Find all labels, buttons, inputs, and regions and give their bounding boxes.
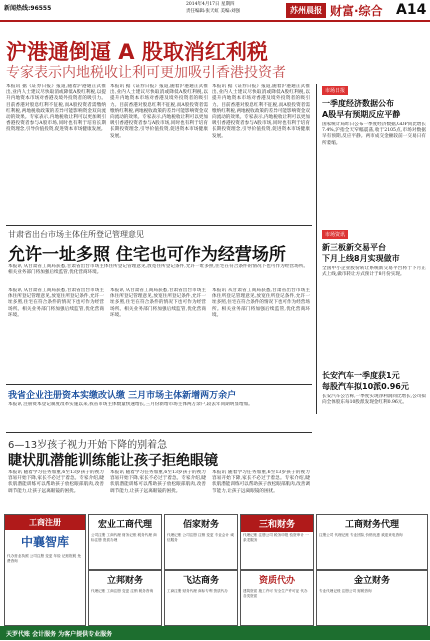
ad-title: 工商财务代理 [344, 520, 399, 530]
lead-subhead: 专家表示内地税收让利可更加吸引香港投资者 [6, 65, 286, 81]
ad-title: 佰家财务 [182, 520, 219, 530]
ad-block [316, 570, 428, 626]
story2-lede: 本报讯 从甘肃省工商局获悉,甘肃省出台市场主体住所登记管理意见,放宽住所登记条件,允许一址多照,住宅在符合条件的情况下也可作为经营场所。相关业务部门将加强后续监管,优化营商环境。 [8, 264, 308, 276]
lead-headline: 沪港通倒逼 A 股取消红利税 [6, 40, 268, 64]
sidebar-body3: 长安汽车公告称,一季度实现净利润同比增长,公司拟向全体股东每10股派发现金红利0.96元。 [322, 394, 426, 406]
sidebar-head1b: A股早有预期反应平静 [322, 110, 401, 119]
ad-title: 工商注册 [5, 515, 85, 530]
bottom-banner-text: 天罗代账 会计服务 为客户提供专业服务 [6, 631, 113, 638]
ad-text: 代办营业执照 公司注册 变更 年检 记账报税 免费咨询 [7, 554, 81, 563]
sidebar-tag-news: 市场资讯 [322, 230, 348, 239]
story3-body: 本报讯 注册资本登记制度改革实施以来,我省市场主体数量快速增长,三月份新增市场主体两万余户,较去年同期明显增加。 [8, 402, 253, 407]
story4-col3: 本报讯 随着学习任务加重,6至13岁孩子的视力容易开始下降,家长不必过于着急。专家介绍,睫状肌潜能训练可以帮助孩子放松眼部肌肉,改善调节能力,让孩子远离眼镜的困扰。 [212, 470, 310, 494]
ad-block [316, 514, 428, 570]
ad-block [88, 570, 162, 626]
story4-kicker: 6—13岁孩子视力开始下降的别着急 [8, 440, 168, 451]
ad-title: 立邦财务 [106, 576, 143, 586]
story2-headline: 允许一址多照 住宅也可作为经营场所 [8, 245, 286, 265]
ad-subtitle: 中襄智库 [20, 535, 69, 549]
story2-kicker: 甘肃省出台市场主体住所登记管理意见 [8, 230, 144, 239]
story2-col3: 本报讯 从甘肃省工商局获悉,甘肃省出台市场主体住所登记管理意见,放宽住所登记条件,允许一址多照,住宅在符合条件的情况下也可作为经营场所。相关业务部门将加强后续监管,优化营商环境。 [212, 288, 310, 318]
issue-date: 2014年4月17日 星期四 [186, 2, 235, 7]
ad-text: 建筑资质 施工许可 安全生产许可证 代办各类资质 [243, 589, 308, 598]
sidebar-head1: 一季度经济数据公布 [322, 99, 394, 108]
divider [6, 225, 312, 226]
ad-text: 注册公司 代理记账 专业团队 价格优惠 欢迎来电咨询 [319, 533, 403, 537]
divider [6, 384, 312, 385]
bottom-banner [0, 626, 430, 640]
editor-credit: 责任编辑:张天虹 美编:刘强 [186, 9, 240, 14]
ad-title: 飞达商务 [182, 576, 219, 586]
sidebar-head3b: 每股汽车拟10派0.96元 [322, 382, 409, 391]
ad-block [88, 514, 162, 570]
sidebar-tag-market: 市场日报 [322, 86, 348, 95]
sidebar-divider [316, 84, 317, 414]
lead-body-col3: 本报讯 据《证券日报》报道,随着沪港通正式推出,业内人士建议尽快取消或降低A股红利税,以提升内地资本市场对香港及境外投资者的吸引力。目前香港对股息红利不征税,而A股投资者需缴纳红利税,两地税收政策的差异可能影响资金双向流动的效果。专家表示,内地税收让利可以更加吸引香港投资者参与A股市场,同时也有利于培育长期投资理念,引导价值投资,促进资本市场健康发展。 [212, 84, 310, 139]
ad-title: 三和财务 [241, 515, 313, 532]
page-number: A14 [396, 2, 427, 18]
ad-block [240, 514, 314, 570]
ad-title: 金立财务 [353, 576, 390, 586]
ad-text: 工商注册 财务代理 商标专利 资质代办 [167, 589, 228, 593]
ad-text: 代理记账 注册公司 税务申报 验资审计 一条龙服务 [243, 533, 309, 542]
ad-block [164, 570, 238, 626]
sidebar-head3: 长安汽车一季度获1元 [322, 371, 400, 380]
news-hotline: 新闻热线:96555 [4, 5, 52, 12]
story4-headline: 睫状肌潜能训练能让孩子拒绝眼镜 [8, 453, 218, 469]
section-title: 财富·综合 [330, 4, 383, 18]
newspaper-logo: 苏州晨报 [286, 3, 326, 18]
story2-col1: 本报讯 从甘肃省工商局获悉,甘肃省出台市场主体住所登记管理意见,放宽住所登记条件,允许一址多照,住宅在符合条件的情况下也可作为经营场所。相关业务部门将加强后续监管,优化营商环境。 [8, 288, 104, 318]
sidebar-body1: 国家统计局昨日公布一季度经济数据,GDP同比增长7.4%,沪指全天窄幅震荡,收于2105点,市场对数据早有预期,反应平静。两市成交金额较前一交易日有所萎缩。 [322, 122, 426, 146]
sidebar-body2: 全国中小企业股份转让系统新交易平台将于下月正式上线,做市转让方式预计于8月份实现。 [322, 266, 426, 278]
ad-block [240, 570, 314, 626]
story2-col2: 本报讯 从甘肃省工商局获悉,甘肃省出台市场主体住所登记管理意见,放宽住所登记条件,允许一址多照,住宅在符合条件的情况下也可作为经营场所。相关业务部门将加强后续监管,优化营商环境。 [110, 288, 206, 318]
ad-text: 专业代理记账 注册公司 财税咨询 [319, 589, 372, 593]
ad-text: 代理记账 工商注册 变更 注销 税务咨询 [91, 589, 154, 593]
ad-text: 代理记账 公司注册 注销 变更 专业会计 诚信服务 [167, 533, 234, 542]
ad-title: 宏业工商代理 [97, 520, 152, 530]
story4-col1: 本报讯 随着学习任务加重,6至13岁孩子的视力容易开始下降,家长不必过于着急。专家介绍,睫状肌潜能训练可以帮助孩子放松眼部肌肉,改善调节能力,让孩子远离眼镜的困扰。 [8, 470, 104, 494]
divider [6, 432, 312, 433]
story3-headline: 我省企业注册资本实缴改认缴 三月市场主体新增两万余户 [8, 391, 237, 401]
sidebar-head2b: 下月上线8月实现做市 [322, 254, 400, 263]
ad-block [4, 514, 86, 626]
page-header [0, 0, 430, 22]
ad-title: 资质代办 [258, 576, 295, 586]
ad-block [164, 514, 238, 570]
lead-body-col2: 本报讯 据《证券日报》报道,随着沪港通正式推出,业内人士建议尽快取消或降低A股红利税,以提升内地资本市场对香港及境外投资者的吸引力。目前香港对股息红利不征税,而A股投资者需缴纳红利税,两地税收政策的差异可能影响资金双向流动的效果。专家表示,内地税收让利可以更加吸引香港投资者参与A股市场,同时也有利于培育长期投资理念,引导价值投资,促进资本市场健康发展。 [110, 84, 208, 139]
ad-text: 公司注册 工商代理 财务记账 税务代理 商标注册 资质办理 [91, 533, 157, 542]
story4-col2: 本报讯 随着学习任务加重,6至13岁孩子的视力容易开始下降,家长不必过于着急。专家介绍,睫状肌潜能训练可以帮助孩子放松眼部肌肉,改善调节能力,让孩子远离眼镜的困扰。 [110, 470, 206, 494]
sidebar-head2: 新三板新交易平台 [322, 243, 386, 252]
lead-body-col1: 本报讯 据《证券日报》报道,随着沪港通正式推出,业内人士建议尽快取消或降低A股红利税,以提升内地资本市场对香港及境外投资者的吸引力。目前香港对股息红利不征税,而A股投资者需缴纳红利税,两地税收政策的差异可能影响资金双向流动的效果。专家表示,内地税收让利可以更加吸引香港投资者参与A股市场,同时也有利于培育长期投资理念,引导价值投资,促进资本市场健康发展。 [6, 84, 106, 133]
